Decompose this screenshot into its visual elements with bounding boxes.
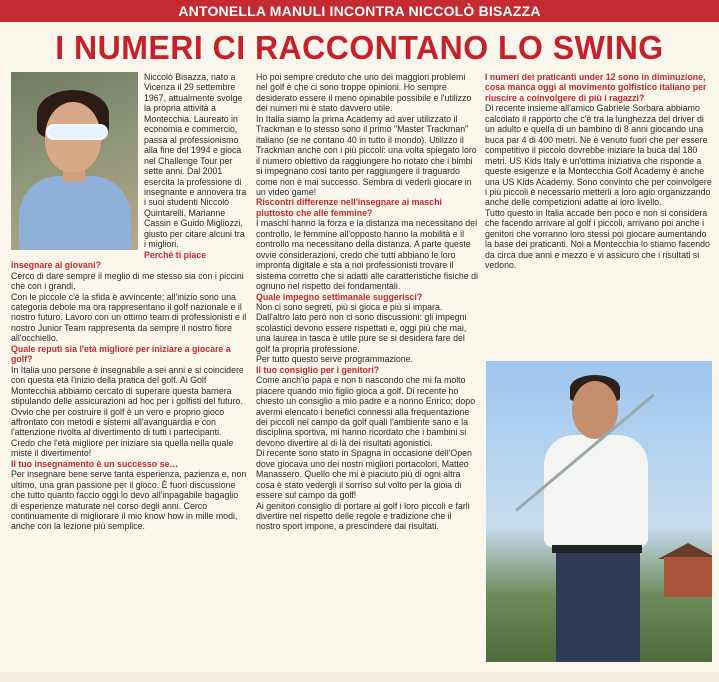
column-2 <box>256 72 478 652</box>
answer-paragraph: Di recente sono stato in Spagna in occasione dell'Open dove giocava uno dei nostri migliori portacolori, Matteo Manassero. Quello che mi è piaciuto più di ogni altra cosa è stato vedergli il sorriso sul volto per la gioia di essere sul campo da golf! <box>256 448 472 501</box>
answer-paragraph: Ai genitori consiglio di portare ai golf i loro piccoli e farli divertire nel rispetto delle regole e tradizione che il nostro sport impone, a prescindere dai risultati. <box>256 500 470 532</box>
body-paragraph: Ho poi sempre creduto che uno dei maggiori problemi nel golf è che ci sono troppe opinioni. Ho sempre desiderato essere il meno opinabile possibile e l'utilizzo dei numeri mi è stato davvero utile. <box>256 72 472 114</box>
answer-paragraph: Cerco di dare sempre il meglio di me stesso sia con i piccini che con i grandi. <box>11 270 244 292</box>
answer-paragraph: I maschi hanno la forza e la distanza ma necessitano del controllo, le femmine all'opposto hanno la mobilità e il controllo ma necessitano della distanza. A parte queste ovvie considerazioni, credo che tutti abbiano le loro impronta digitale e sta a noi professionisti trovare il sistema corretto che si adatti alle caratteristiche fisiche di ognuno nel rispetto dei fondamentali. <box>256 218 478 292</box>
question-heading: Il tuo insegnamento è un successo se… <box>11 458 179 469</box>
answer-paragraph: Per tutto questo serve programmazione. <box>256 354 413 365</box>
answer-paragraph: Per insegnare bene serve tanta esperienza, pazienza e, non ultimo, una gran passione per il gioco. È fuori discussione che tutto quanto faccio oggi lo devo all'inpagabile bagaglio di esperienze maturate nel corso degli anni. Cerco continuamente di migliorare il mio know how in mille modi, anche con la lezione più semplice. <box>11 469 247 532</box>
question-heading: Quale impegno settimanale suggerisci? <box>256 291 423 302</box>
answer-paragraph: Di recente insieme all'amico Gabriele Sorbara abbiamo calcolato il rapporto che c'è tra la lunghezza del driver di un adulto e quella di un bambino di 8 anni giocando una buca par 4 di 400 metri. Ne è venuto fuori che per essere competitivo il piccolo dovrebbe iniziare la buca dal 180 metri. US Kids Italy è un'ottima iniziativa che risponde a queste esigenze e la Montecchia Golf Academy è anche una US Kids Academy. Sono convinto che per coinvolgere i più piccoli è necessario metterli a loro agio organizzando anche delle competizioni adatte ai loro livello. <box>485 103 712 208</box>
portrait-photo <box>11 72 138 250</box>
question-heading: Quale reputi sia l'età migliore per iniziare a giocare a golf? <box>11 343 231 365</box>
body-paragraph: In Italia siamo la prima Academy ad aver utilizzato il Trackman e lo stesso sono il primo "Master Trackman" italiano (se ne contano 40 in tutto il mondo). Utilizzo il Trackman anche con i più piccoli: una volta spiegato loro il numero obiettivo da raggiungere ho notato che i bimbi si impegnano così tanto per raggiungere il traguardo come non è mai successo. Sembra di vederli giocare in un video game! <box>256 113 477 197</box>
column-1 <box>11 72 247 676</box>
answer-paragraph: Con le piccole c'è la sfida è avvincente; all'inizio sono una categoria debole ma ora rappresentano il golf nazionale e il nostro futuro. Lavoro con un ottimo team di professionisti e il nostro Junior Team rappresenta da sempre il nostro fiore all'occhiello. <box>11 291 247 344</box>
question-heading: Il tuo consiglio per i genitori? <box>256 364 380 375</box>
column-3 <box>485 72 712 355</box>
golfer-photo <box>486 361 712 662</box>
answer-paragraph: Non ci sono segreti, più si gioca e più si impara. Dall'altro lato però non ci sono discussioni: gli impegni scolastici devono essere rispettati e, oggi più che mai, una laurea in tasca è utile pure se si desidera fare del golf la propria professione. <box>256 301 467 354</box>
answer-paragraph: Come anch'io papà e non ti nascondo che mi fa molto piacere quando mio figlio gioca a golf. Di recente ho chiesto un consiglio a mio padre e a nonno Enrico; dopo avermi elencato i benefici connessi alla frequentazione dei piccoli nel campo da golf quali l'ambiente sano e la disciplina sportiva, mi hanno ricordato che i bambini si devono divertire al di là dei risultati agonistici. <box>256 375 476 448</box>
answer-paragraph: Credo che l'età migliore per iniziare sia quella nella quale miste il divertimento! <box>11 437 234 459</box>
answer-paragraph: In Italia uno persone è insegnabile a sei anni e si coincidere con questa età l'inizio della pratica del golf. Ai Golf Montecchia abbiamo cercato di superare questa barriera stipulando delle assicurazioni ad hoc per i golfisti del futuro. Ovvio che per costruire il golf è un vero e proprio gioco affrontato con metodi e sistemi all'avanguardia e con l'attenzione rivolta al divertimento di tutti i partecipanti. <box>11 364 244 438</box>
question-heading: Riscontri differenze nell'insegnare ai maschi piuttosto che alle femmine? <box>256 197 442 218</box>
question-heading: I numeri dei praticanti under 12 sono in diminuzione, cosa manca oggi al movimento golfistico italiano per riuscire a coinvolgere di più i ragazzi? <box>485 72 707 103</box>
answer-paragraph: Tutto questo in Italia accade ben poco e non si considera che facendo arrivare al golf i piccoli, arrivano poi anche i genitori che vorranno loro stessi poi giocare aumentando la base dei praticanti. Noi a Montecchia lo stiamo facendo da circa due anni e mezzo e vi assicuro che i risultati si vedono. <box>485 207 710 271</box>
article-headline: I NUMERI CI RACCONTANO LO SWING <box>55 29 664 66</box>
page-bottom-edge <box>0 672 719 682</box>
intro-paragraph: Niccolò Bisazza, nato a Vicenza il 29 settembre 1967, attualmente svolge la propria attività a Montecchia. Laureato in economia e commercio, passa al professionismo alla fine del 1994 e gioca nel Challenge Tour per sette anni. Dal 2001 esercita la professione di insegnante e annovera tra i suoi studenti Niccolò Quintarelli, Marianne Cassin e Guido Migliozzi, giusto per citare alcuni tra i migliori. <box>144 72 247 250</box>
question-heading: Perché ti piace insegnare ai giovani? <box>11 249 207 271</box>
kicker-banner: ANTONELLA MANULI INCONTRA NICCOLÒ BISAZZA <box>0 0 719 22</box>
